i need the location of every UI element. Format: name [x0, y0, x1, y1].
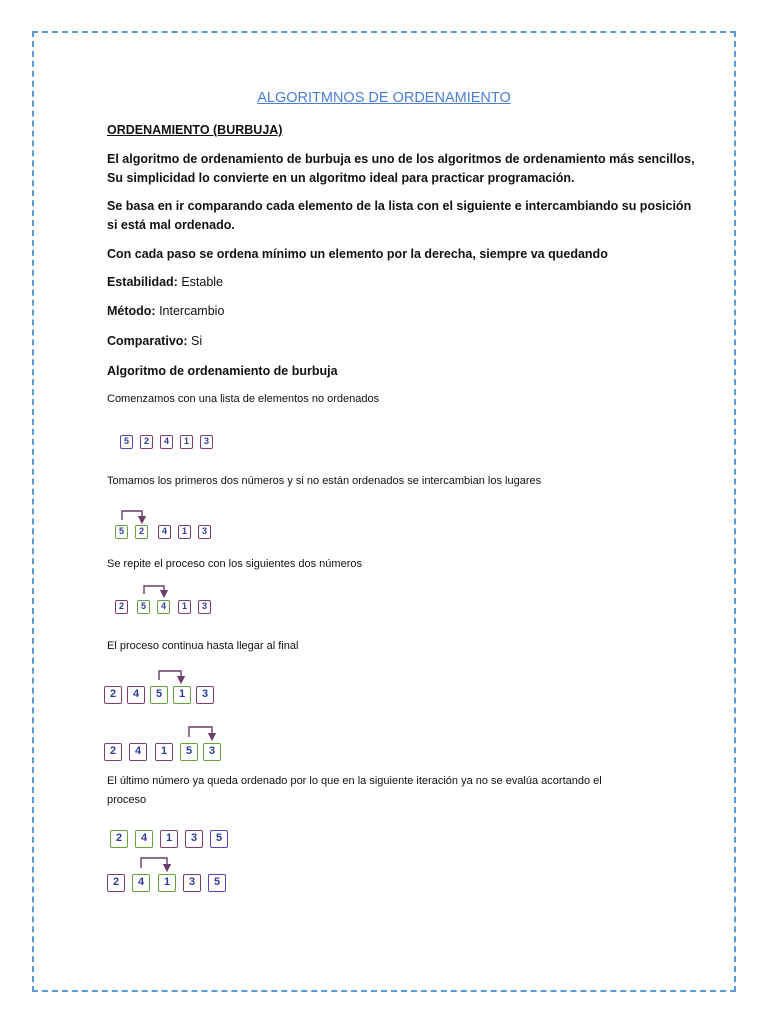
array-cell: 1: [155, 743, 173, 761]
array-cell: 3: [198, 600, 211, 614]
stability-label: Estabilidad:: [107, 275, 178, 289]
comparative-value: Si: [187, 334, 203, 348]
array-cell: 4: [160, 435, 173, 449]
array-cell: 5: [120, 435, 133, 449]
intro-line-2: Su simplicidad lo convierte en un algoritmo ideal para practicar programación.: [107, 171, 575, 185]
array-cell: 2: [110, 830, 128, 848]
method-label: Método:: [107, 304, 156, 318]
array-cell: 1: [178, 525, 191, 539]
array-cell: 1: [158, 874, 176, 892]
method-value: Intercambio: [155, 304, 225, 318]
section-heading: ORDENAMIENTO (BURBUJA): [107, 123, 283, 137]
array-cell: 5: [210, 830, 228, 848]
array-cell: 2: [104, 686, 122, 704]
comparative-line: [107, 332, 202, 351]
array-cell: 4: [127, 686, 145, 704]
array-cell: 3: [200, 435, 213, 449]
basis-line-2: si está mal ordenado.: [107, 218, 235, 232]
array-cell: 5: [180, 743, 198, 761]
array-cell: 2: [140, 435, 153, 449]
array-cell: 1: [160, 830, 178, 848]
array-cell: 1: [178, 600, 191, 614]
step-3-text: Se repite el proceso con los siguientes dos números: [107, 558, 362, 570]
array-cell: 5: [208, 874, 226, 892]
array-cell: 5: [137, 600, 150, 614]
intro-line-1: El algoritmo de ordenamiento de burbuja es uno de los algoritmos de ordenamiento más sencillos,: [107, 152, 695, 166]
step-4-text: El proceso continua hasta llegar al final: [107, 640, 299, 652]
array-cell: 2: [104, 743, 122, 761]
method-line: [107, 302, 224, 321]
stability-line: [107, 273, 223, 292]
array-cell: 4: [158, 525, 171, 539]
array-cell: 3: [183, 874, 201, 892]
array-cell: 5: [115, 525, 128, 539]
step-1-text: Comenzamos con una lista de elementos no ordenados: [107, 393, 380, 405]
step-2-text: Tomamos los primeros dos números y si no están ordenados se intercambian los lugares: [107, 475, 542, 487]
array-cell: 1: [173, 686, 191, 704]
array-cell: 5: [150, 686, 168, 704]
array-cell: 3: [185, 830, 203, 848]
array-cell: 3: [203, 743, 221, 761]
comparative-label: Comparativo:: [107, 334, 188, 348]
array-cell: 4: [135, 830, 153, 848]
array-cell: 2: [135, 525, 148, 539]
each-step-text: Con cada paso se ordena mínimo un elemento por la derecha, siempre va quedando: [107, 247, 608, 261]
array-cell: 3: [196, 686, 214, 704]
basis-line-1: Se basa en ir comparando cada elemento de la lista con el siguiente e intercambiando su posición: [107, 199, 692, 213]
algorithm-subtitle: Algoritmo de ordenamiento de burbuja: [107, 364, 338, 378]
page-title: ALGORITMNOS DE ORDENAMIENTO: [257, 90, 511, 106]
array-cell: 4: [132, 874, 150, 892]
step-5-line-1: El último número ya queda ordenado por lo que en la siguiente iteración ya no se evalúa acortando el: [107, 775, 602, 787]
array-cell: 2: [115, 600, 128, 614]
array-cell: 4: [157, 600, 170, 614]
array-cell: 1: [180, 435, 193, 449]
array-cell: 4: [129, 743, 147, 761]
array-cell: 3: [198, 525, 211, 539]
array-cell: 2: [107, 874, 125, 892]
step-5-line-2: proceso: [107, 794, 147, 806]
stability-value: Estable: [177, 275, 224, 289]
